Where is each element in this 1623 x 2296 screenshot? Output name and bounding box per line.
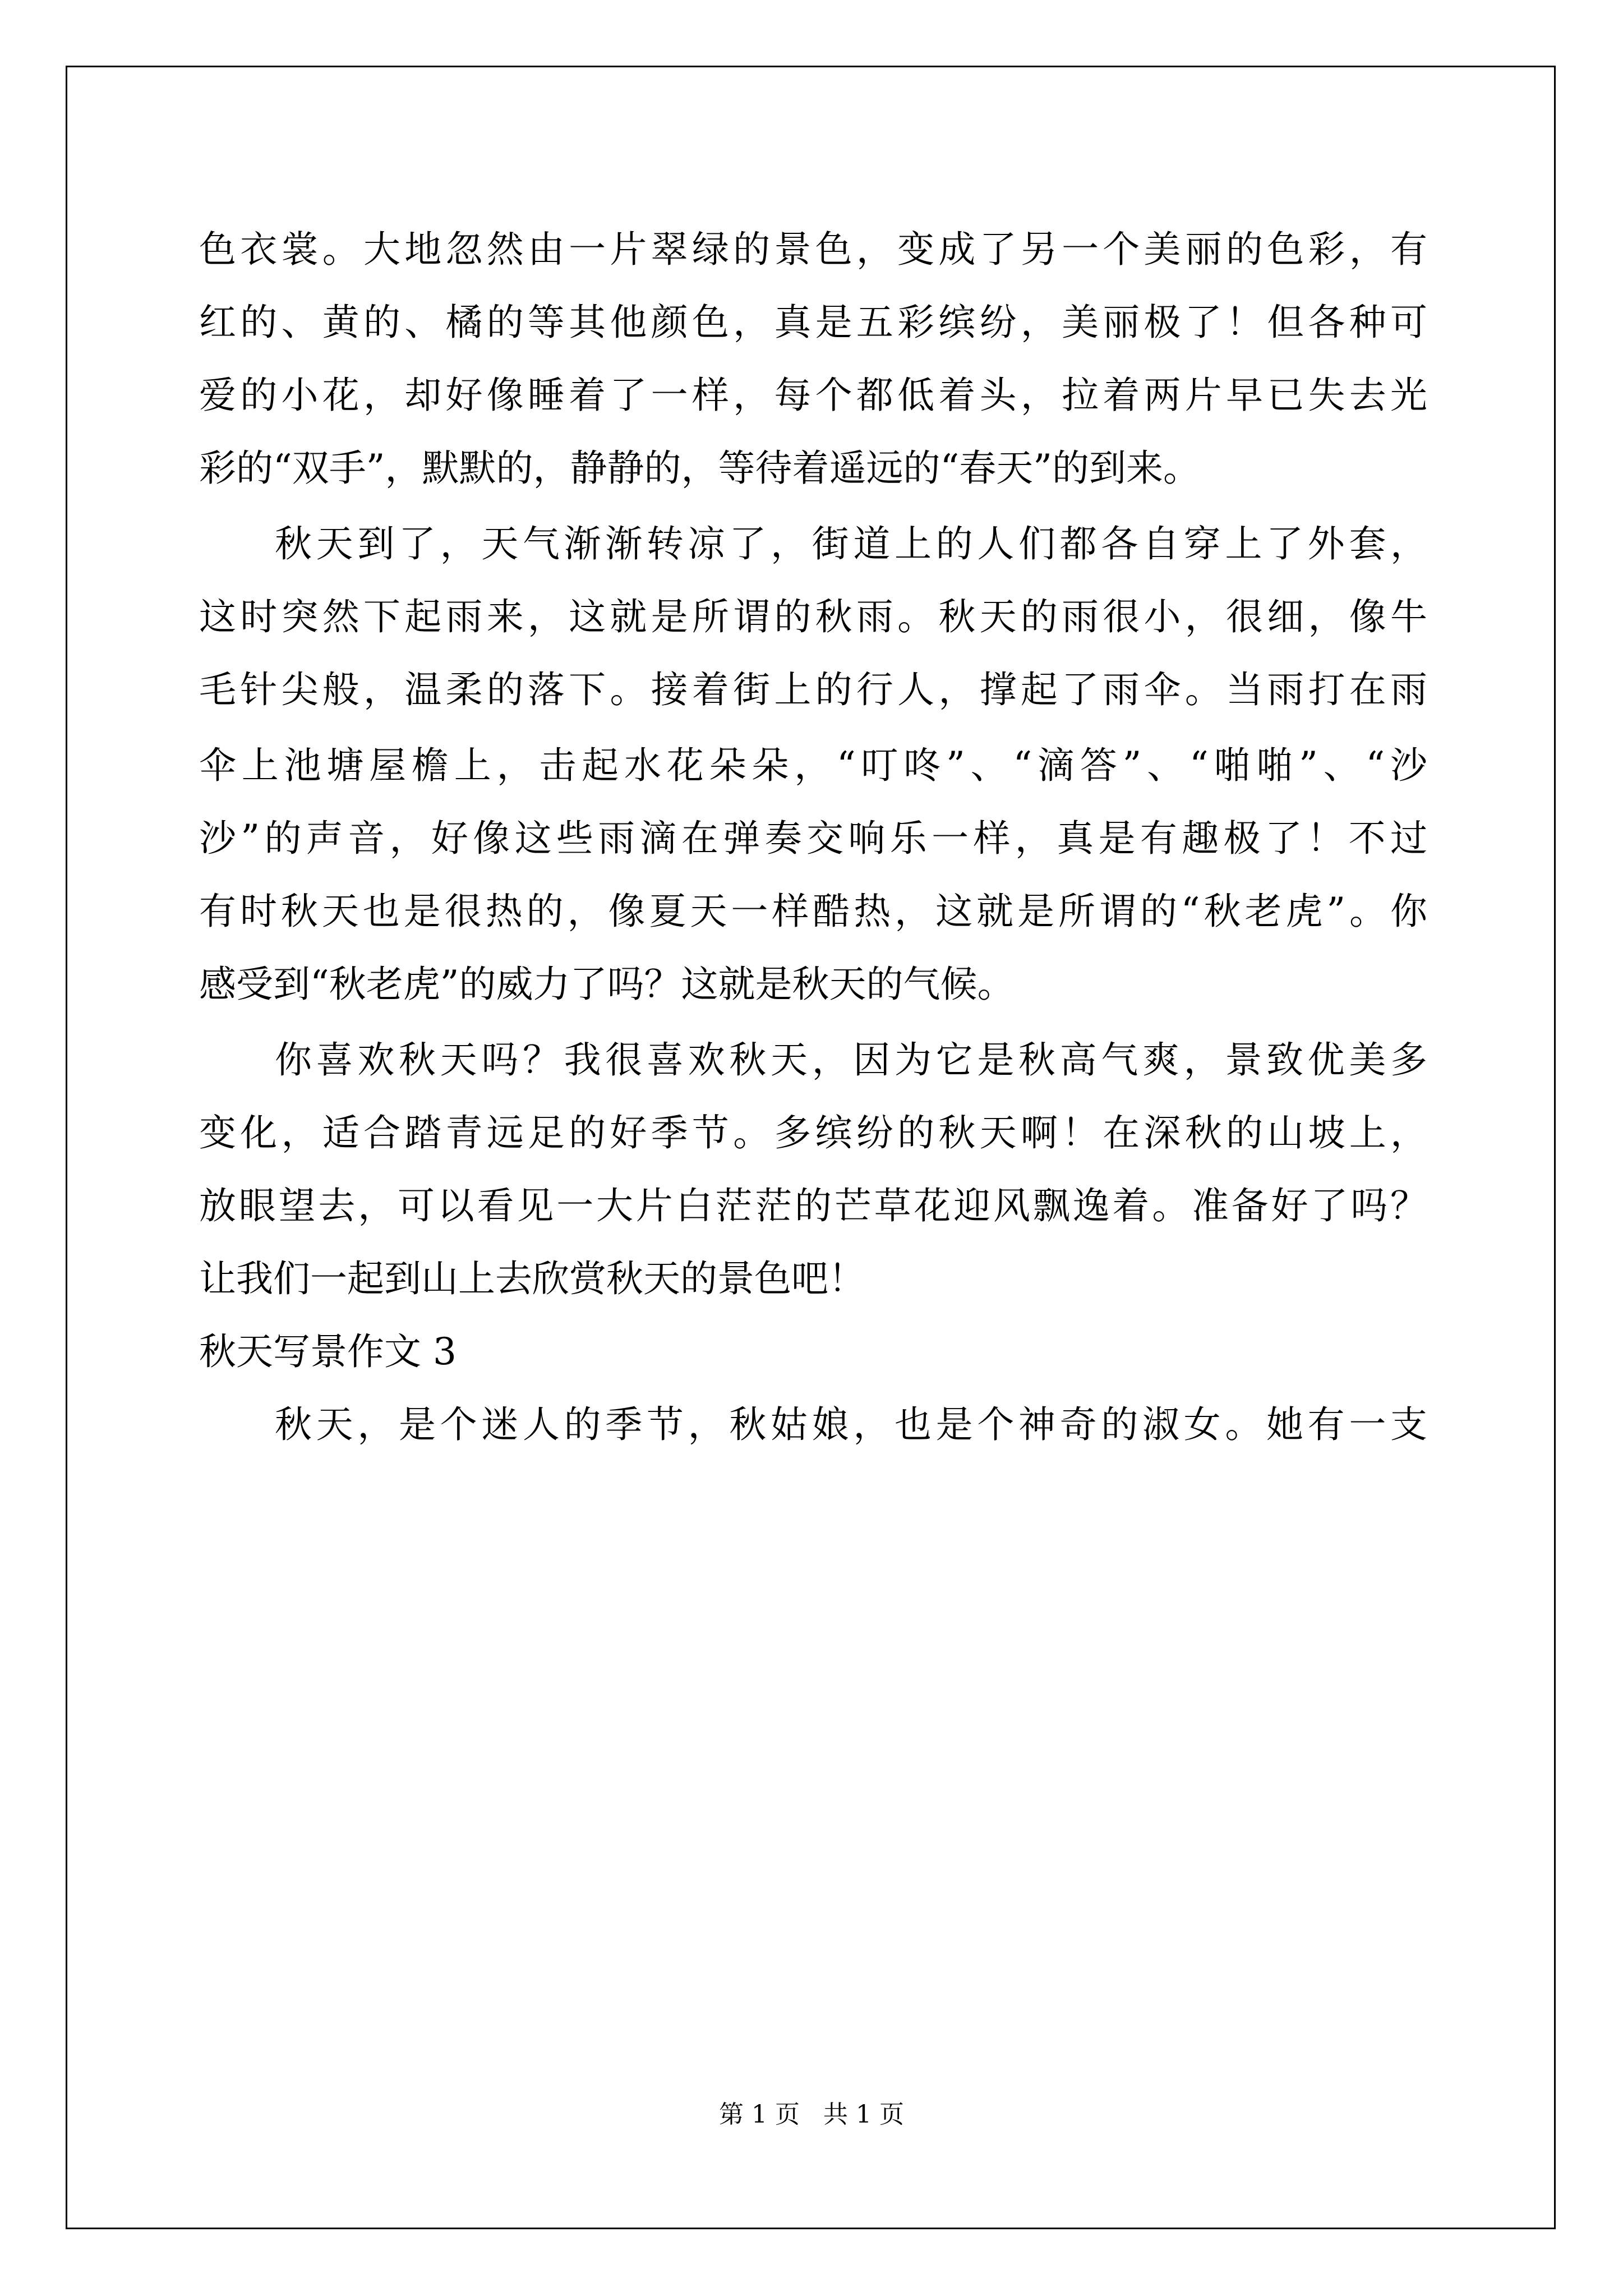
paragraph-line: 变化，适合踏青远足的好季节。多缤纷的秋天啊！在深秋的山坡上， [199, 1111, 1427, 1154]
paragraph-line: 这时突然下起雨来，这就是所谓的秋雨。秋天的雨很小，很细，像牛 [199, 595, 1427, 638]
paragraph-line: 红的、黄的、橘的等其他颜色，真是五彩缤纷，美丽极了！但各种可 [199, 301, 1427, 344]
paragraph-line: 沙”的声音，好像这些雨滴在弹奏交响乐一样，真是有趣极了！不过 [199, 817, 1427, 860]
page-footer: 第 1 页 共 1 页 [719, 2100, 904, 2129]
paragraph-line: 让我们一起到山上去欣赏秋天的景色吧！ [199, 1257, 865, 1300]
paragraph-line: 爱的小花，却好像睡着了一样，每个都低着头，拉着两片早已失去光 [199, 374, 1427, 417]
paragraph-line: 你喜欢秋天吗？我很喜欢秋天，因为它是秋高气爽，景致优美多 [275, 1038, 1427, 1082]
paragraph-line: 有时秋天也是很热的，像夏天一样酷热，这就是所谓的“秋老虎”。你 [199, 890, 1427, 933]
paragraph-line: 毛针尖般，温柔的落下。接着街上的行人，撑起了雨伞。当雨打在雨 [199, 668, 1427, 711]
paragraph-line: 色衣裳。大地忽然由一片翠绿的景色，变成了另一个美丽的色彩，有 [199, 228, 1427, 271]
paragraph-line: 感受到“秋老虎”的威力了吗？这就是秋天的气候。 [199, 963, 1015, 1006]
paragraph-line: 放眼望去，可以看见一大片白茫茫的芒草花迎风飘逸着。准备好了吗？ [199, 1184, 1427, 1227]
paragraph-line: 伞上池塘屋檐上，击起水花朵朵，“叮咚”、“滴答”、“啪啪”、“沙 [199, 744, 1427, 787]
paragraph-line: 彩的“双手”，默默的，静静的，等待着遥远的“春天”的到来。 [199, 447, 1200, 490]
section-heading: 秋天写景作文 3 [199, 1330, 457, 1373]
paragraph-line: 秋天，是个迷人的季节，秋姑娘，也是个神奇的淑女。她有一支 [275, 1403, 1427, 1446]
paragraph-line: 秋天到了，天气渐渐转凉了，街道上的人们都各自穿上了外套， [275, 522, 1427, 565]
